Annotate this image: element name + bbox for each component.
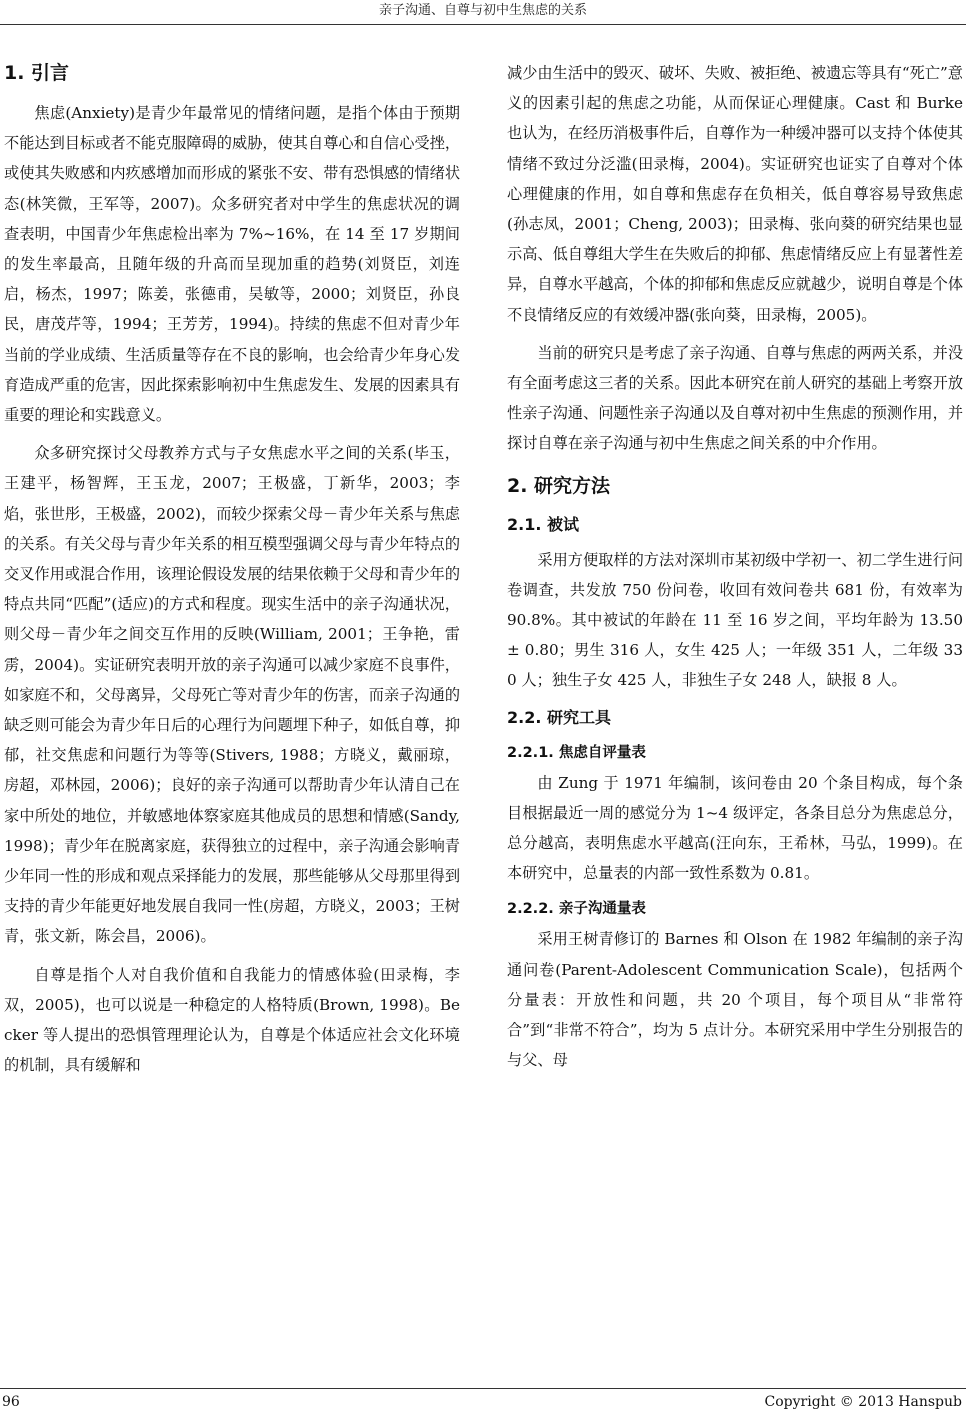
intro-paragraph-2: 众多研究探讨父母教养方式与子女焦虑水平之间的关系(毕玉，王建平，杨智辉，王玉龙，2007；王极盛，丁新华，2003；李焰，张世彤，王极盛，2002)，而较少探索父母－青少年关系与焦虑的关系。有关父母与青少年关系的相互模型强调父母与青少年特点的交叉作用或混合作用，该理论假设发展的结果依赖于父母和青少年的特点共同“匹配”(适应)的方式和程度。现实生活中的亲子沟通状况，则父母－青少年之间交互作用的反映(William, 2001；王争艳，雷雳，2004)。实证研究表明开放的亲子沟通可以减少家庭不良事件，如家庭不和，父母离异，父母死亡等对青少年的伤害，而亲子沟通的缺乏则可能会为青少年日后的心理行为问题埋下种子，如低自尊，抑郁，社交焦虑和问题行为等等(Stivers, 1988；方晓义，戴丽琼，房超，邓林园，2006)；良好的亲子沟通可以帮助青少年认清自己在家中所处的地位，并敏感地体察家庭其他成员的思想和情感(Sandy, 1998)；青少年在脱离家庭，获得独立的过程中，亲子沟通会影响青少年同一性的形成和观点采择能力的发展，那些能够从父母那里得到支持的青少年能更好地发展自我同一性(房超，方晓义，2003；王树青，张文新，陈会昌，2006)。: [4, 444, 460, 946]
section-2-2-2-heading: 2.2.2. 亲子沟通量表: [507, 901, 646, 918]
right-column: [507, 58, 963, 1075]
header-rule: [0, 24, 966, 25]
section-1-heading: 1. 引言: [4, 62, 70, 84]
section-2-2-1-heading: 2.2.1. 焦虑自评量表: [507, 744, 646, 761]
page-number: 96: [2, 1394, 20, 1410]
footer-rule: [0, 1388, 966, 1389]
intro-paragraph-3: 自尊是指个人对自我价值和自我能力的情感体验(田录梅，李双，2005)，也可以说是一种稳定的人格特质(Brown, 1998)。Becker 等人提出的恐惧管理理论认为，自尊是个体适应社会文化环境的机制，具有缓解和: [4, 965, 460, 1075]
running-header: 亲子沟通、自尊与初中生焦虑的关系: [378, 3, 587, 18]
section-2-2-heading: 2.2. 研究工具: [507, 707, 611, 727]
section-2-1-heading: 2.1. 被试: [507, 514, 579, 534]
communication-scale-paragraph: 采用王树青修订的 Barnes 和 Olson 在 1982 年编制的亲子沟通问卷(Parent-Adolescent Communication Scale)，包括两个分量表：开放性和问题，共 20 个项目，每个项目从“非常符合”到“非常不符合”，均为 5 点计分。本研究采用中学生分别报告的与父、母: [507, 930, 963, 1070]
participants-paragraph: 采用方便取样的方法对深圳市某初级中学初一、初二学生进行问卷调查，共发放 750 份问卷，收回有效问卷共 681 份，有效率为 90.8%。其中被试的年龄在 11 至 16 岁之间，平均年龄为 13.50 ± 0.80；男生 316 人，女生 425 人；一年级 351 人，二年级 330 人；独生子女 425 人，非独生子女 248 人，缺报 8 人。: [507, 550, 963, 690]
anxiety-scale-paragraph: 由 Zung 于 1971 年编制，该问卷由 20 个条目构成，每个条目根据最近一周的感觉分为 1~4 级评定，各条目总分为焦虑总分，总分越高，表明焦虑水平越高(汪向东，王希林，马弘，1999)。在本研究中，总量表的内部一致性系数为 0.81。: [507, 773, 963, 883]
copyright-notice: Copyright © 2013 Hanspub: [764, 1394, 962, 1410]
section-2-heading: 2. 研究方法: [507, 474, 611, 497]
intro-paragraph-3-continued: 减少由生活中的毁灭、破坏、失败、被拒绝、被遗忘等具有“死亡”意义的因素引起的焦虑之功能，从而保证心理健康。Cast 和 Burke 也认为，在经历消极事件后，自尊作为一种缓冲器可以支持个体使其情绪不致过分泛滥(田录梅，2004)。实证研究也证实了自尊对个体心理健康的作用，如自尊和焦虑存在负相关，低自尊容易导致焦虑(孙志凤，2001；Cheng, 2003)；田录梅、张向葵的研究结果也显示高、低自尊组大学生在失败后的抑郁、焦虑情绪反应上有显著性差异，自尊水平越高，个体的抑郁和焦虑反应就越少，说明自尊是个体不良情绪反应的有效缓冲器(张向葵，田录梅，2005)。: [507, 64, 963, 324]
intro-paragraph-4: 当前的研究只是考虑了亲子沟通、自尊与焦虑的两两关系，并没有全面考虑这三者的关系。因此本研究在前人研究的基础上考察开放性亲子沟通、问题性亲子沟通以及自尊对初中生焦虑的预测作用，并探讨自尊在亲子沟通与初中生焦虑之间关系的中介作用。: [507, 343, 963, 453]
left-column: [4, 58, 460, 1081]
intro-paragraph-1: 焦虑(Anxiety)是青少年最常见的情绪问题，是指个体由于预期不能达到目标或者不能克服障碍的威胁，使其自尊心和自信心受挫，或使其失败感和内疚感增加而形成的紧张不安、带有恐惧感的情绪状态(林笑微，王军等，2007)。众多研究者对中学生的焦虑状况的调查表明，中国青少年焦虑检出率为 7%~16%，在 14 至 17 岁期间的发生率最高，且随年级的升高而呈现加重的趋势(刘贤臣，刘连启，杨杰，1997；陈姜，张德甫，吴敏等，2000；刘贤臣，孙良民，唐茂芹等，1994；王芳芳，1994)。持续的焦虑不但对青少年当前的学业成绩、生活质量等存在不良的影响，也会给青少年身心发育造成严重的危害，因此探索影响初中生焦虑发生、发展的因素具有重要的理论和实践意义。: [4, 104, 460, 425]
